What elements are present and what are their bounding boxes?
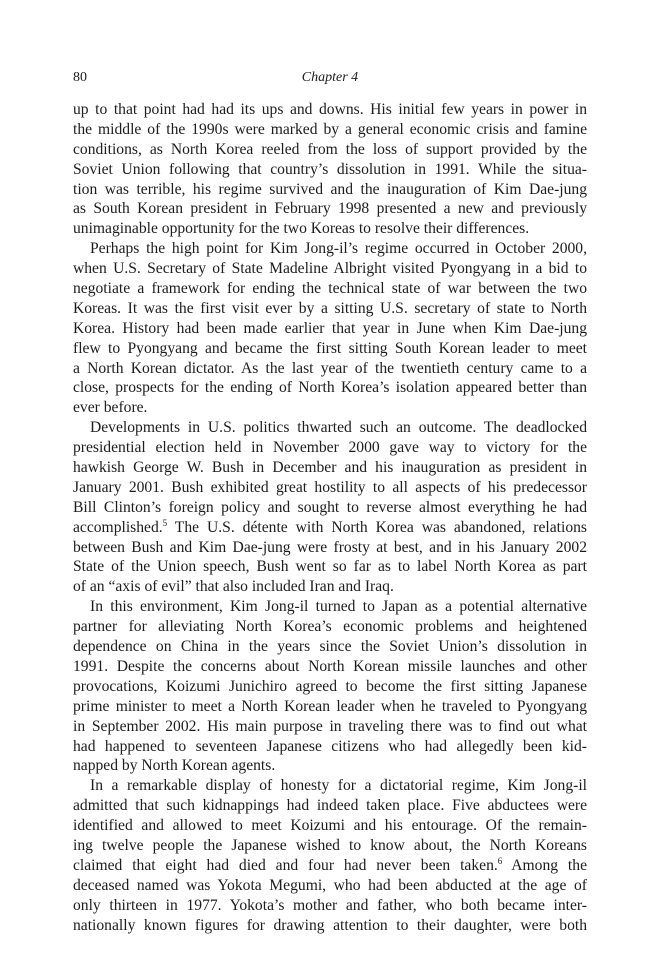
text-segment: claimed that eight had died and four had never been taken. (73, 856, 498, 874)
text-line: In a remarkable display of honesty for a dictatorial regime, Kim Jong-il (90, 777, 587, 795)
paragraph (73, 239, 587, 418)
text-segment: accomplished. (73, 518, 163, 536)
book-page (73, 66, 587, 935)
text-line: 1991. Despite the concerns about North Korean missile launches and other (73, 657, 587, 675)
running-head (73, 66, 587, 90)
text-line: unimaginable opportunity for the two Koreas to resolve their differences. (73, 220, 530, 238)
footnote-marker: 5 (162, 517, 168, 528)
text-line: negotiate a framework for ending the technical state of war between the two (73, 280, 587, 298)
text-line: Soviet Union following that country’s dissolution in 1991. While the situa- (73, 160, 587, 178)
text-line: Korea. History had been made earlier that year in June when Kim Dae-jung (73, 319, 587, 337)
text-line: when U.S. Secretary of State Madeline Albright visited Pyongyang in a bid to (73, 260, 587, 278)
text-segment: The U.S. détente with North Korea was abandoned, relations (167, 518, 587, 536)
paragraph (73, 597, 587, 776)
text-line: of an “axis of evil” that also included Iran and Iraq. (73, 578, 394, 596)
text-line: Developments in U.S. politics thwarted such an outcome. The deadlocked (90, 419, 587, 437)
text-line: Bill Clinton’s foreign policy and sought to reverse almost everything he had (73, 498, 587, 516)
text-line: In this environment, Kim Jong-il turned to Japan as a potential alternative (90, 598, 587, 616)
text-line: tion was terrible, his regime survived and the inauguration of Kim Dae-jung (73, 180, 587, 198)
text-segment: Among the (502, 856, 587, 874)
text-line: Perhaps the high point for Kim Jong-il’s regime occurred in October 2000, (90, 240, 587, 258)
text-line: had happened to seventeen Japanese citizens who had allegedly been kid- (73, 737, 587, 755)
text-line: admitted that such kidnappings had indeed taken place. Five abductees were (73, 797, 587, 815)
text-line: State of the Union speech, Bush went so far as to label North Korea as part (73, 558, 587, 576)
text-line: the middle of the 1990s were marked by a general economic crisis and famine (73, 120, 587, 138)
text-line: only thirteen in 1977. Yokota’s mother and father, who both became inter- (73, 896, 587, 914)
text-line: presidential election held in November 2000 gave way to victory for the (73, 439, 587, 457)
text-line: napped by North Korean agents. (73, 757, 276, 775)
text-line-with-footnote (73, 856, 587, 876)
text-line: deceased named was Yokota Megumi, who had been abducted at the age of (73, 876, 587, 894)
text-line: nationally known figures for drawing attention to their daughter, were both (73, 916, 587, 934)
paragraph (73, 100, 587, 239)
footnote-marker: 6 (497, 855, 503, 866)
chapter-title: Chapter 4 (301, 70, 359, 85)
text-line-with-footnote (73, 518, 587, 538)
text-line: in September 2002. His main purpose in traveling there was to find out what (73, 717, 587, 735)
text-line: Koreas. It was the first visit ever by a sitting U.S. secretary of state to North (73, 299, 587, 317)
text-line: ing twelve people the Japanese wished to know about, the North Koreans (73, 836, 587, 854)
text-line: identified and allowed to meet Koizumi and his entourage. Of the remain- (73, 817, 587, 835)
text-line: January 2001. Bush exhibited great hostility to all aspects of his predecessor (73, 478, 587, 496)
text-line: a North Korean dictator. As the last year of the twentieth century came to a (73, 359, 587, 377)
page-number: 80 (73, 70, 87, 85)
text-line: partner for alleviating North Korea’s economic problems and heightened (73, 618, 587, 636)
paragraph (73, 418, 587, 597)
text-line: flew to Pyongyang and became the first sitting South Korean leader to meet (73, 339, 587, 357)
body-text (73, 100, 587, 935)
text-line: as South Korean president in February 1998 presented a new and previously (73, 200, 587, 218)
text-line: provocations, Koizumi Junichiro agreed to become the first sitting Japanese (73, 677, 587, 695)
text-line: conditions, as North Korea reeled from the loss of support provided by the (73, 140, 587, 158)
text-line: up to that point had had its ups and downs. His initial few years in power in (73, 101, 587, 118)
text-line: ever before. (73, 399, 148, 417)
text-line: between Bush and Kim Dae-jung were frosty at best, and in his January 2002 (73, 538, 587, 556)
text-line: close, prospects for the ending of North Korea’s isolation appeared better than (73, 379, 587, 397)
paragraph (73, 776, 587, 935)
text-line: dependence on China in the years since the Soviet Union’s dissolution in (73, 638, 587, 656)
text-line: hawkish George W. Bush in December and his inauguration as president in (73, 459, 587, 477)
text-line: prime minister to meet a North Korean leader when he traveled to Pyongyang (73, 697, 587, 715)
